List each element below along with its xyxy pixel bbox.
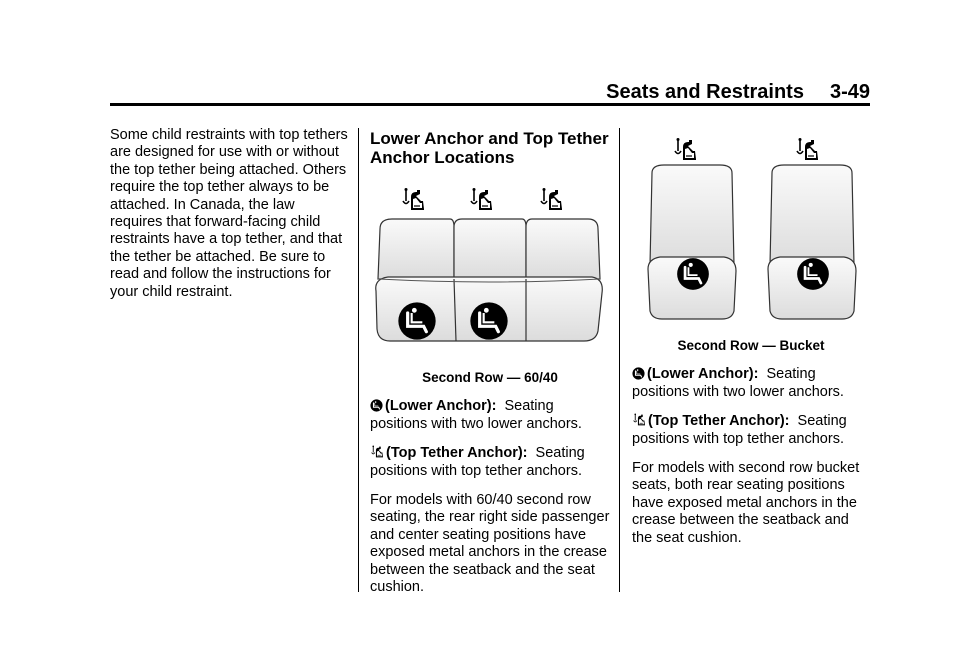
column-2	[370, 129, 610, 608]
lower-anchor-label: (Lower Anchor):	[647, 366, 759, 383]
lower-anchor-icon	[677, 258, 709, 290]
top-tether-anchor-icon	[541, 188, 562, 210]
body-paragraph: For models with second row bucket seats, both rear seating positions have exposed metal anchors in the crease between the seatback and the seat cushion.	[632, 460, 860, 546]
column-1	[110, 127, 350, 313]
section-heading: Lower Anchor and Top Tether Anchor Locations	[370, 129, 609, 167]
body-paragraph: For models with 60/40 second row seating, the rear right side passenger and center seating positions have exposed metal anchors in the crease between the seatback and the seat cushion.	[370, 492, 610, 596]
top-tether-anchor-icon	[370, 445, 384, 459]
lower-anchor-icon	[470, 302, 507, 339]
top-tether-legend	[632, 413, 870, 448]
lower-anchor-icon	[398, 302, 435, 339]
top-tether-anchor-icon	[471, 188, 492, 210]
lower-anchor-text: Seating positions with two lower anchors.	[632, 366, 844, 400]
lower-anchor-icon	[632, 367, 645, 380]
top-tether-anchor-icon	[632, 413, 646, 427]
top-tether-anchor-icon	[675, 138, 696, 160]
top-tether-label: (Top Tether Anchor):	[386, 445, 528, 462]
lower-anchor-icon	[797, 258, 829, 290]
page-header	[110, 80, 870, 104]
top-tether-label: (Top Tether Anchor):	[648, 413, 790, 430]
top-tether-anchor-icon	[403, 188, 424, 210]
lower-anchor-icon	[370, 399, 383, 412]
column-divider-left	[358, 128, 359, 592]
diagram-caption: Second Row — Bucket	[677, 338, 825, 353]
top-tether-text: Seating positions with top tether anchors.	[632, 413, 847, 447]
top-tether-legend	[370, 445, 610, 480]
seat-diagram-bucket	[632, 137, 870, 327]
lower-anchor-legend	[632, 366, 870, 401]
page-number: 3-49	[829, 81, 870, 103]
lower-anchor-legend	[370, 398, 610, 433]
section-title: Seats and Restraints	[606, 81, 804, 103]
intro-paragraph: Some child restraints with top tethers are designed for use with or without the top tether being attached. Others require the top tether always to be attached. In Canada, the law requires that forward-facing child restraints have a top tether, and that the tether be attached. Be sure to read and follow the instructions for your child restraint.	[110, 127, 348, 300]
column-divider-right	[619, 128, 620, 592]
top-tether-text: Seating positions with top tether anchors.	[370, 445, 585, 479]
seat-diagram-60-40	[370, 181, 610, 359]
lower-anchor-text: Seating positions with two lower anchors.	[370, 398, 582, 432]
diagram-caption: Second Row — 60/40	[422, 370, 558, 385]
column-3	[632, 129, 870, 559]
top-tether-anchor-icon	[797, 138, 818, 160]
header-rule	[110, 103, 870, 106]
lower-anchor-label: (Lower Anchor):	[385, 398, 497, 415]
